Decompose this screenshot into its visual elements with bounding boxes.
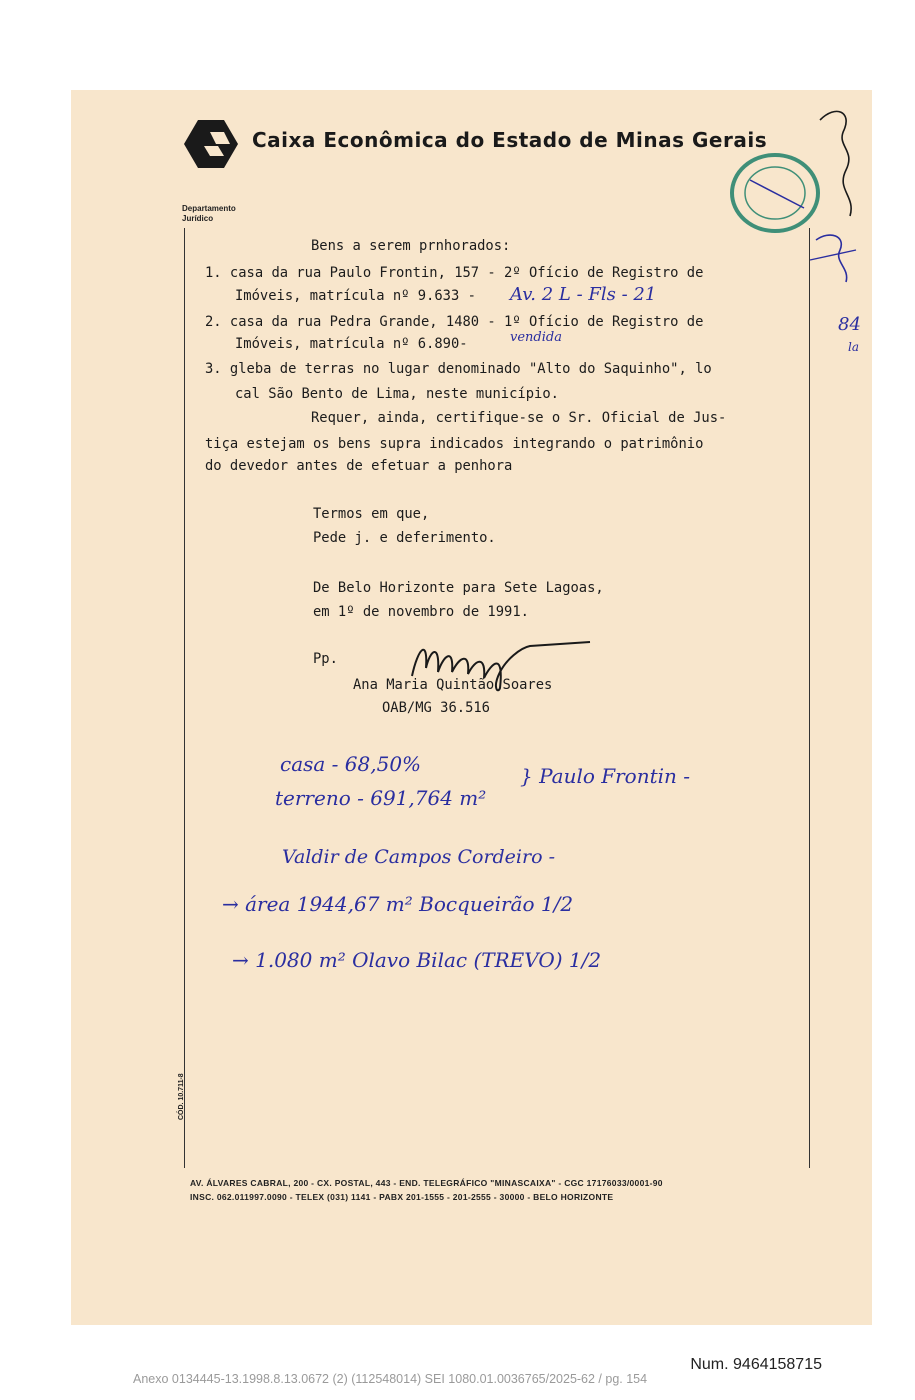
handwritten-margin-number: 84 [838, 314, 861, 335]
annex-reference: Anexo 0134445-13.1998.8.13.0672 (2) (112548014) SEI 1080.01.0036765/2025-62 / pg. 154 [133, 1372, 648, 1386]
body-line: 1. casa da rua Paulo Frontin, 157 - 2º Ofício de Registro de [205, 265, 704, 281]
body-line: 3. gleba de terras no lugar denominado "Alto do Saquinho", lo [205, 361, 712, 377]
handwritten-line: Valdir de Campos Cordeiro - [282, 846, 555, 868]
body-line: 2. casa da rua Pedra Grande, 1480 - 1º Ofício de Registro de [205, 314, 704, 330]
margin-initials-icon [806, 100, 862, 290]
left-margin-rule [184, 228, 185, 1168]
closing-line: Termos em que, [313, 506, 430, 522]
pp-label: Pp. [313, 651, 338, 667]
handwritten-line: casa - 68,50% [280, 752, 422, 776]
body-line: Imóveis, matrícula nº 9.633 - [235, 288, 476, 304]
caixa-logo-icon [184, 120, 238, 168]
signatory-name: Ana Maria Quintão Soares [353, 677, 553, 693]
body-line: tiça estejam os bens supra indicados integrando o patrimônio [205, 436, 704, 452]
handwritten-line: → 1.080 m² Olavo Bilac (TREVO) 1/2 [232, 948, 602, 972]
place-date-line: De Belo Horizonte para Sete Lagoas, [313, 580, 604, 596]
handwritten-line: terreno - 691,764 m² [275, 786, 487, 810]
handwritten-margin-note: la [848, 340, 859, 354]
body-line: Requer, ainda, certifique-se o Sr. Oficial de Jus- [311, 410, 727, 426]
form-code: CÓD. 10.711-8 [178, 1073, 185, 1120]
signatory-oab: OAB/MG 36.516 [382, 700, 490, 716]
place-date-line: em 1º de novembro de 1991. [313, 604, 529, 620]
handwritten-note: Av. 2 L - Fls - 21 [510, 284, 657, 305]
footer-contacts: INSC. 062.011997.0090 - TELEX (031) 1141 - PABX 201-1555 - 201-2555 - 30000 - BELO HORIZONTE [190, 1192, 614, 1202]
handwritten-note: vendida [510, 330, 562, 345]
footer-address: AV. ÁLVARES CABRAL, 200 - CX. POSTAL, 443 - END. TELEGRÁFICO "MINASCAIXA" - CGC 17176033/0001-90 [190, 1178, 663, 1188]
body-line: cal São Bento de Lima, neste município. [235, 386, 559, 402]
document-number: Num. 9464158715 [690, 1356, 822, 1373]
signature-icon [400, 628, 600, 698]
body-line: Imóveis, matrícula nº 6.890- [235, 336, 468, 352]
closing-line: Pede j. e deferimento. [313, 530, 496, 546]
handwritten-line: → área 1944,67 m² Bocqueirão 1/2 [222, 892, 574, 916]
department-label: Departamento Jurídico [182, 204, 236, 223]
body-line: do devedor antes de efetuar a penhora [205, 458, 513, 474]
right-margin-rule [809, 228, 810, 1168]
handwritten-line: } Paulo Frontin - [520, 764, 691, 788]
institution-title: Caixa Econômica do Estado de Minas Gerais [252, 128, 768, 152]
body-line: Bens a serem prnhorados: [311, 238, 511, 254]
